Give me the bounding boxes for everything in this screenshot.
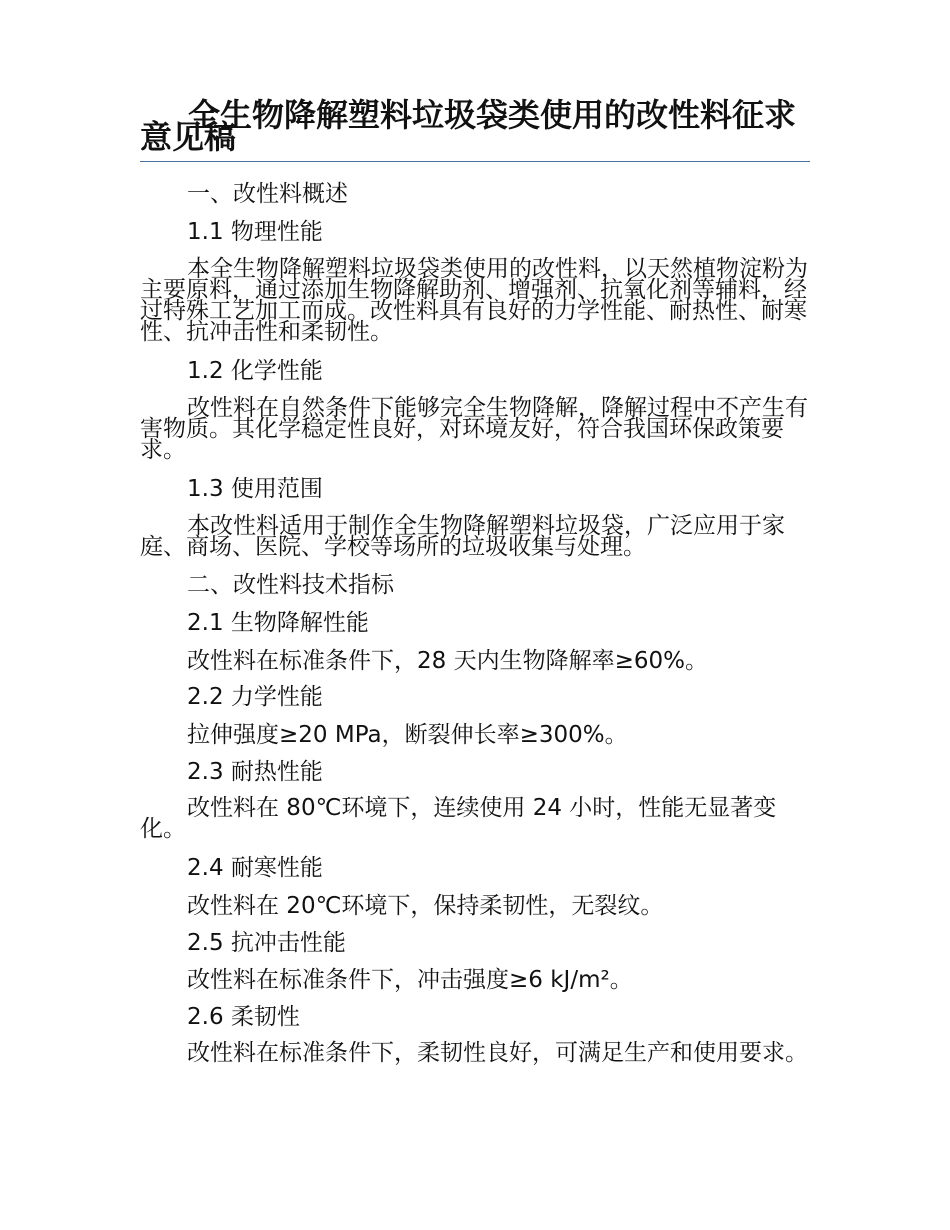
section-heading-2: 二、改性料技术指标 [187, 572, 394, 598]
paragraph-2-5: 改性料在标准条件下，冲击强度≥6 kJ/m²。 [187, 967, 633, 993]
paragraph-2-6: 改性料在标准条件下，柔韧性良好，可满足生产和使用要求。 [187, 1040, 808, 1066]
subheading-1-3: 1.3 使用范围 [187, 476, 323, 502]
paragraph-2-3: 改性料在 80℃环境下，连续使用 24 小时，性能无显著变化。 [140, 795, 777, 842]
paragraph-2-2: 拉伸强度≥20 MPa，断裂伸长率≥300%。 [187, 722, 628, 748]
subheading-2-1: 2.1 生物降解性能 [187, 610, 369, 636]
subheading-1-1: 1.1 物理性能 [187, 219, 323, 245]
paragraph-1-2: 改性料在自然条件下能够完全生物降解，降解过程中不产生有害物质。其化学稳定性良好，对环境友好，符合我国环保政策要求。 [140, 395, 808, 463]
subheading-2-6: 2.6 柔韧性 [187, 1004, 300, 1030]
subheading-2-5: 2.5 抗冲击性能 [187, 930, 346, 956]
title-underline [140, 161, 810, 162]
subheading-1-2: 1.2 化学性能 [187, 358, 323, 384]
paragraph-1-1: 本全生物降解塑料垃圾袋类使用的改性料，以天然植物淀粉为主要原料，通过添加生物降解助剂、增强剂、抗氧化剂等辅料，经过特殊工艺加工而成。改性料具有良好的力学性能、耐热性、耐寒性、抗冲击性和柔韧性。 [140, 256, 808, 345]
paragraph-2-4: 改性料在 20℃环境下，保持柔韧性，无裂纹。 [187, 893, 664, 919]
paragraph-1-3: 本改性料适用于制作全生物降解塑料垃圾袋，广泛应用于家庭、商场、医院、学校等场所的垃圾收集与处理。 [140, 513, 785, 560]
paragraph-2-1: 改性料在标准条件下，28 天内生物降解率≥60%。 [187, 648, 708, 674]
subheading-2-4: 2.4 耐寒性能 [187, 855, 323, 881]
subheading-2-2: 2.2 力学性能 [187, 684, 323, 710]
section-heading-1: 一、改性料概述 [187, 181, 348, 207]
subheading-2-3: 2.3 耐热性能 [187, 759, 323, 785]
document-title: 全生物降解塑料垃圾袋类使用的改性料征求意见稿 [140, 96, 797, 156]
